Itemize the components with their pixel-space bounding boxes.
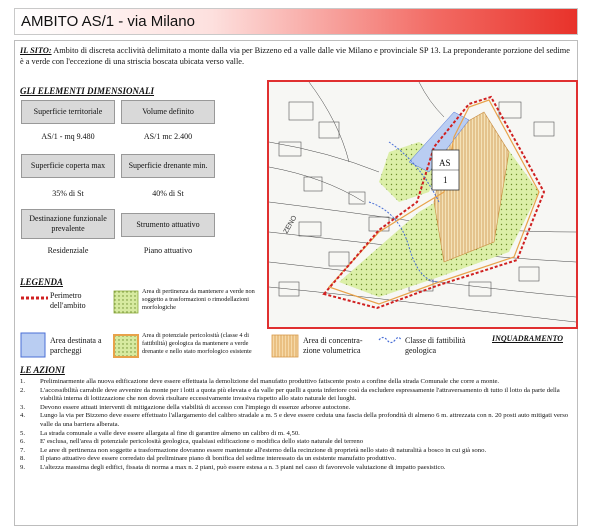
list-item [20, 447, 580, 456]
legend-pericolosita: Area di potenziale pericolosità (classe 4 di fattibilità) geologica da mantenere a verde drenante e nello stato morfologico esistente [142, 332, 252, 355]
label-superficie-coperta: Superficie coperta max [21, 154, 115, 178]
site-description [20, 45, 575, 67]
map-label-as: AS [439, 158, 451, 168]
item-number: 6. [20, 438, 26, 446]
list-item [20, 412, 580, 429]
list-item [20, 455, 580, 464]
title-banner [14, 8, 578, 35]
legend-perimetro: Perimetro dell'ambito [50, 291, 86, 310]
label-superficie-territoriale: Superficie territoriale [21, 100, 115, 124]
legend-title: LEGENDA [20, 277, 64, 287]
list-item [20, 387, 580, 404]
inquadramento-label: INQUADRAMENTO [492, 334, 563, 343]
green-area-swatch [113, 290, 139, 314]
value-strumento: Piano attuativo [143, 246, 193, 255]
list-item [20, 438, 580, 447]
hazard-swatch [113, 334, 139, 358]
item-text: Preliminarmente alla nuova edificazione deve essere effettuata la demolizione del manufatto produttivo fatiscente posto a confine della strada Comunale che corre a monte. [40, 378, 500, 385]
value-destinazione: Residenziale [47, 246, 89, 255]
perimeter-swatch [20, 290, 50, 306]
item-text: La strada comunale a valle deve essere allargata al fine di garantire almeno un calibro di m. 4,50. [40, 429, 300, 437]
value-superficie-drenante: 40% di St [152, 189, 184, 198]
value-superficie-coperta: 35% di St [52, 189, 84, 198]
list-item [20, 404, 580, 413]
map-drawing [269, 82, 576, 327]
item-text: Devono essere attuati interventi di mitigazione della viabilità di accesso con l'impiego di essenze arboree autoctone. [40, 403, 351, 411]
value-volume-definito: AS/1 mc 2.400 [143, 132, 193, 141]
legend-parcheggi: Area destinata a parcheggi [50, 336, 102, 355]
site-label: IL SITO: [20, 46, 52, 55]
item-text: Lungo la via per Bizzeno deve essere effettuato l'allargamento del calibro stradale a m. 5 e deve essere ceduta una fascia della profondità di almeno 6 m. attrezzata con n. 20 posti auto mitigati verso valle da una barriera alberata. [40, 412, 569, 428]
item-number: 2. [20, 386, 26, 394]
actions-list [20, 378, 580, 473]
parking-swatch [20, 332, 46, 358]
item-number: 9. [20, 463, 26, 471]
actions-title: LE AZIONI [20, 365, 65, 375]
site-map [267, 80, 578, 329]
map-road-label: ZENO [282, 214, 299, 235]
item-number: 4. [20, 412, 26, 420]
item-number: 3. [20, 403, 26, 411]
geology-class-swatch [377, 333, 403, 347]
item-number: 5. [20, 429, 26, 437]
item-text: Le aree di pertinenza non soggette a trasformazione dovranno essere mantenute all'esterno della recinzione di proprietà nello stato di naturalità a bosco in cui già sono. [40, 446, 487, 454]
label-destinazione: Destinazione funzionale prevalente [21, 209, 115, 239]
item-number: 7. [20, 446, 26, 454]
item-number: 1. [20, 378, 26, 385]
list-item [20, 378, 580, 387]
label-superficie-drenante: Superficie drenante min. [121, 154, 215, 178]
value-superficie-territoriale: AS/1 - mq 9.480 [41, 132, 95, 141]
item-text: L'altezza massima degli edifici, fissata di norma a max n. 2 piani, può essere estesa a n. 3 piani nel caso di favorevole valutazione di impatto paesistico. [40, 463, 446, 471]
elements-title: GLI ELEMENTI DIMENSIONALI [20, 86, 155, 96]
list-item [20, 464, 580, 473]
map-label-number: 1 [443, 175, 448, 185]
item-text: E' esclusa, nell'area di potenziale pericolosità geologica, qualsiasi edificazione o modifica dello stato naturale del terreno [40, 438, 364, 446]
item-number: 8. [20, 455, 26, 463]
label-strumento: Strumento attuativo [121, 213, 215, 237]
concentration-swatch [271, 334, 299, 358]
label-volume-definito: Volume definito [121, 100, 215, 124]
page-title: AMBITO AS/1 - via Milano [21, 13, 195, 30]
legend-concentrazione: Area di concentra-zione volumetrica [303, 336, 363, 355]
legend-pertinenza: Area di pertinenza da mantenere a verde non soggetto a trasformazioni o rimodellazioni morfologiche [142, 288, 255, 311]
item-text: L'accessibilità carrabile deve avvenire da monte per i lotti a quota più elevata e da valle per quelli a quota inferiore così da escludere espressamente l'attraversamento di tutto il lotto da parte della viabilità interna di lottizzazione che non dovrà risultare eccessivamente invasiva rispetto allo stato naturale dei luoghi. [40, 386, 560, 403]
item-text: Il piano attuativo deve essere corredato dal preliminare piano di bonifica del sedime interessato da un esistente manufatto produttivo. [40, 455, 396, 463]
legend-classe: Classe di fattibilità geologica [405, 336, 466, 355]
list-item [20, 430, 580, 439]
site-text: Ambito di discreta acclività delimitato a monte dalla via per Bizzeno ed a valle dalle vie Milano e provinciale SP 13. La preponderante porzione del sedime è a verde con l'eccezione di una striscia boscata ubicata verso valle. [20, 46, 570, 66]
